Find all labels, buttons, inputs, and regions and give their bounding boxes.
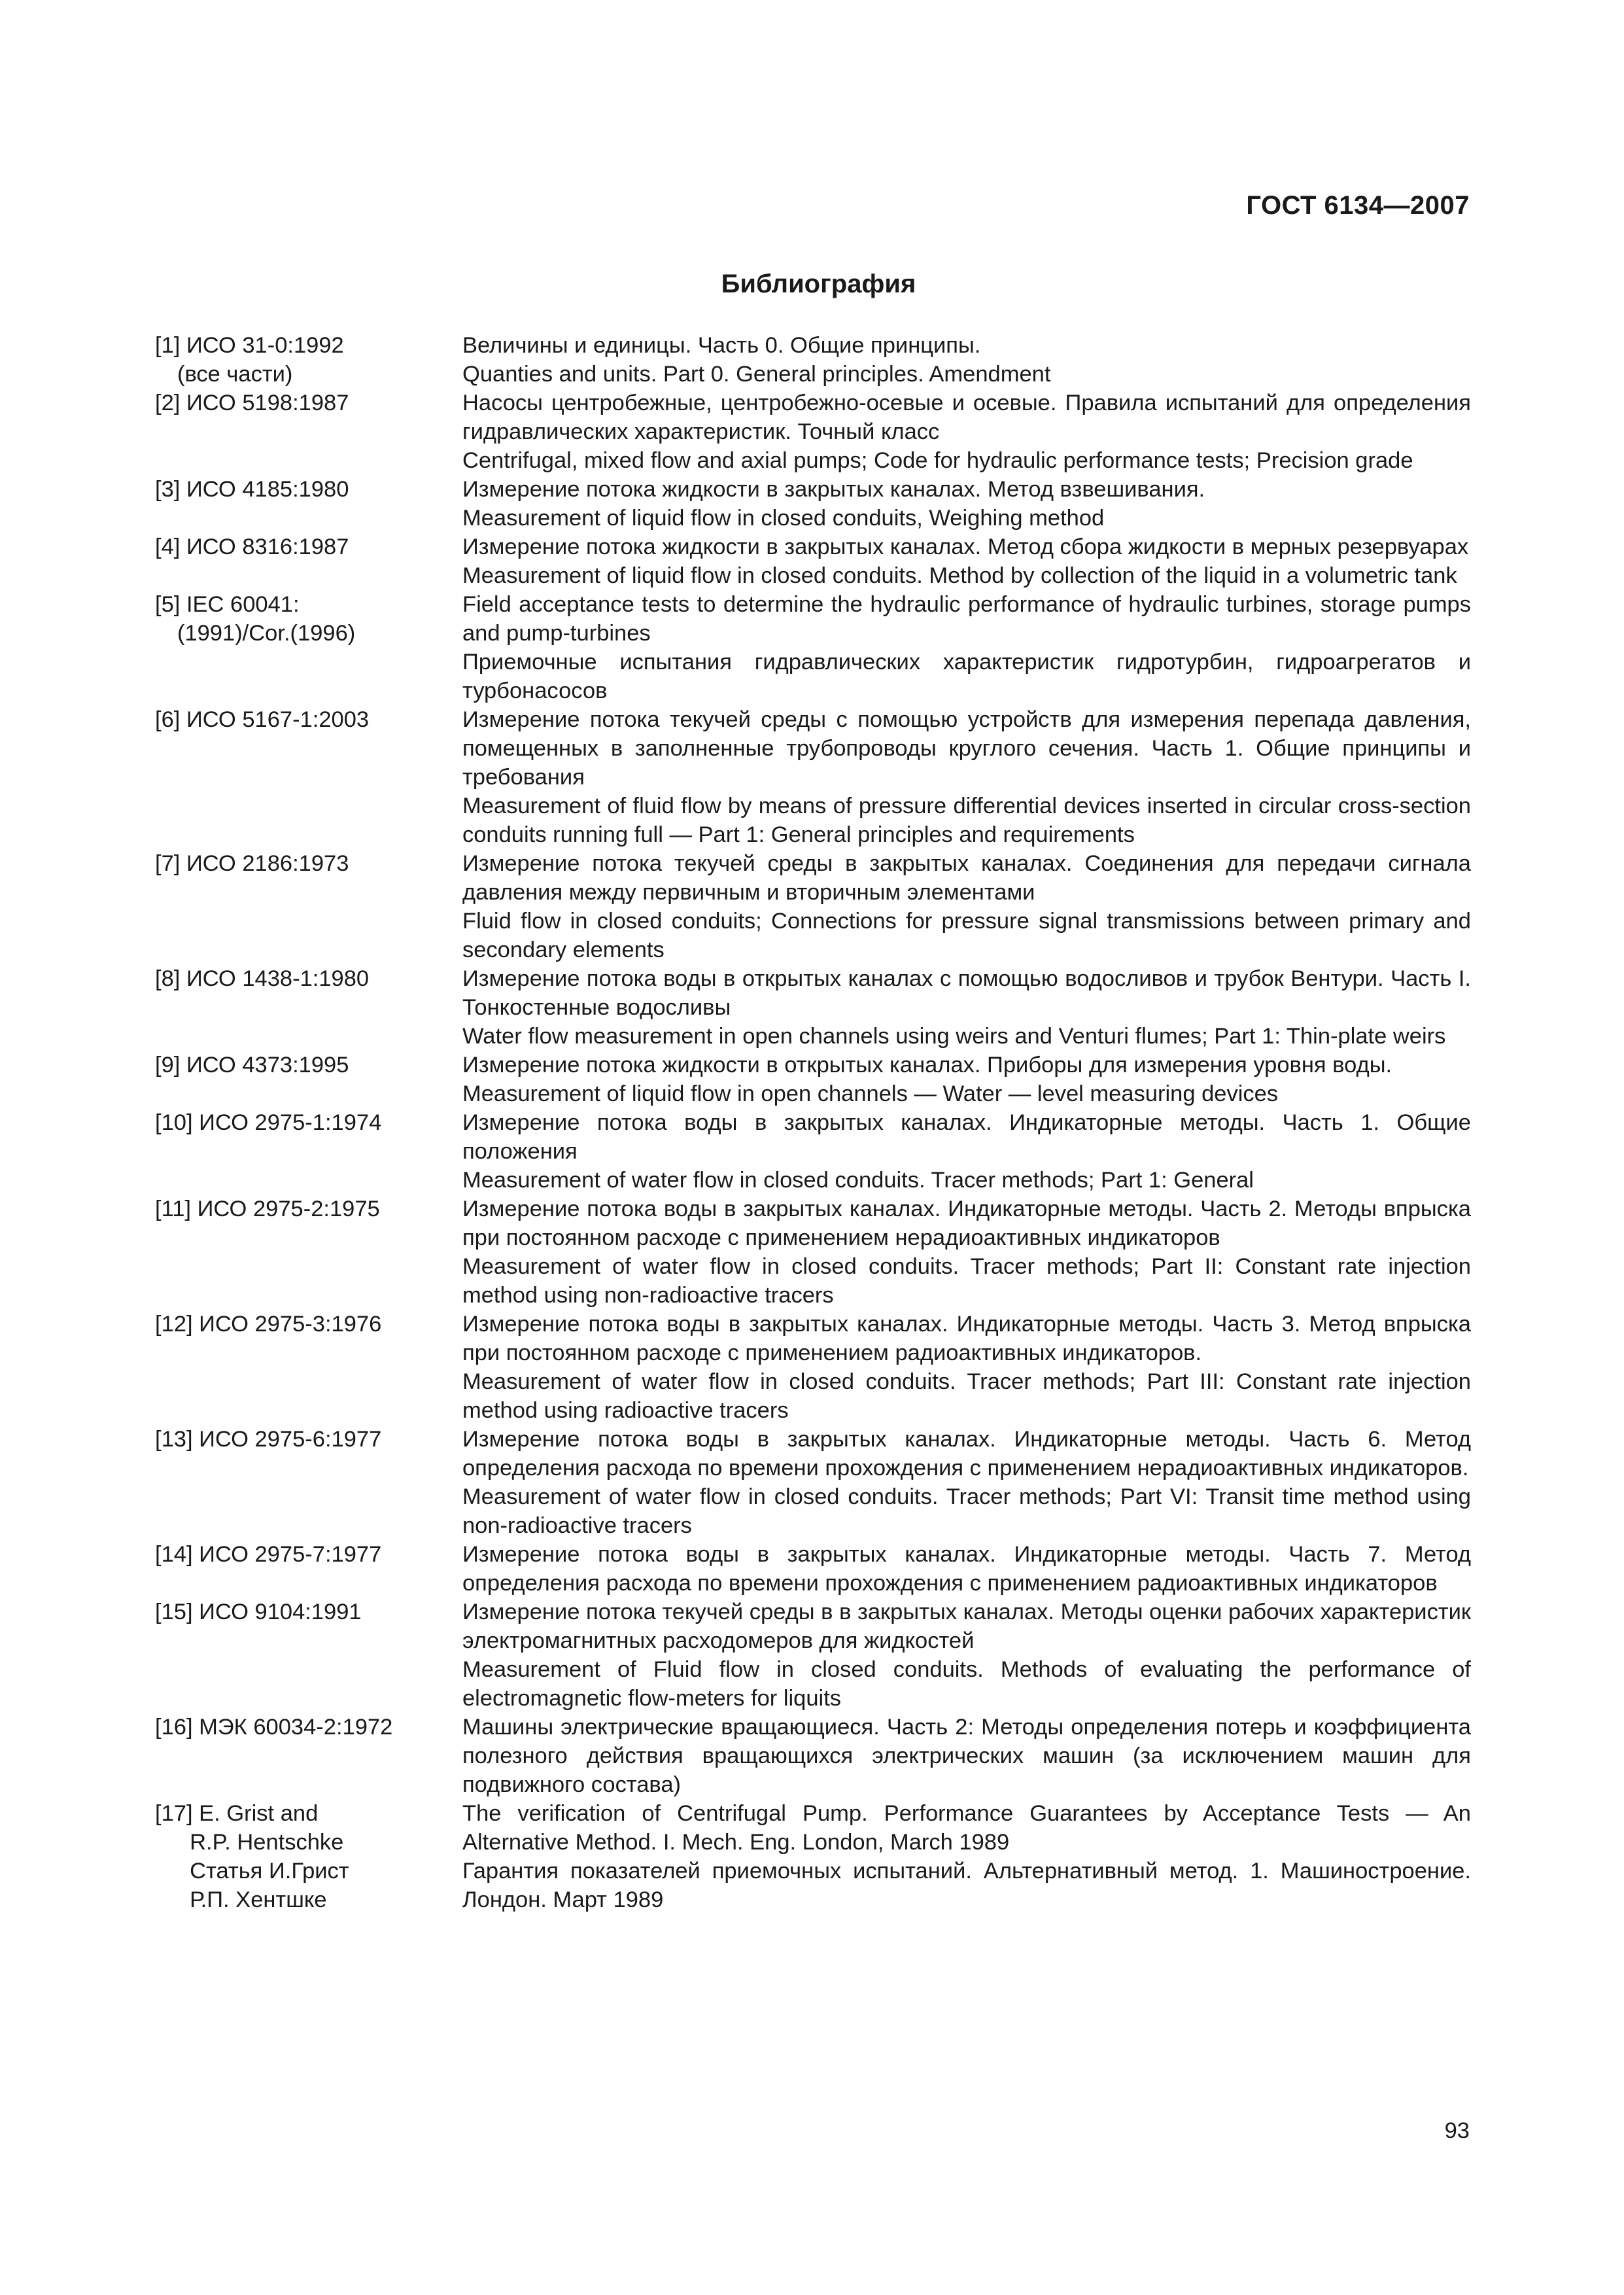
entry-description-line: Измерение потока жидкости в открытых каналах. Приборы для измерения уровня воды. bbox=[462, 1053, 1392, 1077]
entry-reference bbox=[155, 1195, 462, 1223]
entry-description-line: Measurement of water flow in closed conduits. Tracer methods; Part III: Constant rate injection method using radioactive tracers bbox=[462, 1369, 1471, 1423]
entry-standard-code: МЭК 60034-2:1972 bbox=[199, 1715, 393, 1740]
entry-description-line: Measurement of water flow in closed conduits. Tracer methods; Part VI: Transit time method using non-radioactive tracers bbox=[462, 1484, 1471, 1538]
entry-standard-code: ИСО 5167-1:2003 bbox=[186, 707, 370, 732]
entry-description-line: Приемочные испытания гидравлических характеристик гидротурбин, гидроагрегатов и турбонасосов bbox=[462, 650, 1471, 703]
entry-standard-code: ИСО 2186:1973 bbox=[186, 851, 349, 876]
entry-description bbox=[462, 705, 1471, 849]
entry-description-line: Измерение потока воды в закрытых каналах. Индикаторные методы. Часть 2. Методы впрыска при постоянном расходе с применением нерадиоактивных индикаторов bbox=[462, 1197, 1471, 1250]
entry-codes bbox=[186, 533, 462, 561]
entry-description bbox=[462, 1713, 1471, 1799]
entry-description-line: Centrifugal, mixed flow and axial pumps; Code for hydraulic performance tests; Precision grade bbox=[462, 448, 1413, 473]
entry-reference bbox=[155, 1713, 462, 1742]
entry-number: [9] bbox=[155, 1053, 186, 1077]
bibliography-entry bbox=[155, 705, 1471, 849]
entry-reference bbox=[155, 1310, 462, 1339]
bibliography-entry bbox=[155, 849, 1471, 964]
entry-reference bbox=[155, 705, 462, 734]
entry-reference bbox=[155, 389, 462, 417]
entry-number: [4] bbox=[155, 534, 186, 559]
entry-number: [1] bbox=[155, 333, 186, 358]
entry-description-line: Measurement of liquid flow in closed conduits, Weighing method bbox=[462, 506, 1105, 531]
bibliography-entry bbox=[155, 1425, 1471, 1540]
entry-codes bbox=[199, 1713, 462, 1742]
entry-number: [5] bbox=[155, 592, 186, 617]
entry-description-line: Измерение потока воды в закрытых каналах. Индикаторные методы. Часть 6. Метод определения расхода по времени прохождения с применением нерадиоактивных индикаторов. bbox=[462, 1427, 1471, 1480]
document-header: ГОСТ 6134—2007 bbox=[1246, 191, 1470, 220]
entry-standard-code: R.P. Hentschke bbox=[190, 1830, 344, 1855]
entry-standard-code: ИСО 4373:1995 bbox=[186, 1053, 349, 1077]
entry-codes bbox=[199, 1425, 462, 1454]
entry-standard-code: (1991)/Cor.(1996) bbox=[177, 621, 356, 646]
entry-description-line: Measurement of liquid flow in closed conduits. Method by collection of the liquid in a volumetric tank bbox=[462, 563, 1457, 588]
entry-standard-code: IEC 60041: bbox=[186, 592, 300, 617]
entry-codes bbox=[186, 849, 462, 878]
bibliography-entry bbox=[155, 1310, 1471, 1425]
entry-standard-code: ИСО 2975-6:1977 bbox=[199, 1427, 382, 1452]
entry-description bbox=[462, 1425, 1471, 1540]
page-number: 93 bbox=[1444, 2118, 1470, 2143]
entry-standard-code: ИСО 2975-2:1975 bbox=[197, 1197, 380, 1221]
entry-description bbox=[462, 389, 1471, 475]
entry-reference bbox=[155, 849, 462, 878]
bibliography-entry bbox=[155, 1540, 1471, 1598]
entry-codes bbox=[186, 705, 462, 734]
entry-codes bbox=[186, 1051, 462, 1079]
entry-description-line: Измерение потока воды в открытых каналах с помощью водосливов и трубок Вентури. Часть I. Тонкостенные водосливы bbox=[462, 966, 1471, 1020]
entry-description bbox=[462, 849, 1471, 964]
entry-description bbox=[462, 964, 1471, 1051]
entry-standard-code: ИСО 9104:1991 bbox=[199, 1600, 362, 1624]
entry-description-line: Field acceptance tests to determine the hydraulic performance of hydraulic turbines, storage pumps and pump-turbines bbox=[462, 592, 1471, 646]
entry-description-line: Величины и единицы. Часть 0. Общие принципы. bbox=[462, 333, 981, 358]
entry-reference bbox=[155, 1799, 462, 1914]
entry-number: [13] bbox=[155, 1427, 199, 1452]
entry-codes bbox=[190, 1799, 462, 1914]
bibliography-entry bbox=[155, 389, 1471, 475]
entry-standard-code: (все части) bbox=[177, 362, 293, 387]
entry-reference bbox=[155, 1108, 462, 1137]
bibliography-entry bbox=[155, 1051, 1471, 1108]
entry-description-line: Измерение потока текучей среды с помощью устройств для измерения перепада давления, помещенных в заполненные трубопроводы круглого сечения. Часть 1. Общие принципы и требования bbox=[462, 707, 1471, 790]
entry-reference bbox=[155, 533, 462, 561]
entry-description-line: Измерение потока воды в закрытых каналах. Индикаторные методы. Часть 1. Общие положения bbox=[462, 1110, 1471, 1164]
entry-standard-code: Р.П. Хентшке bbox=[190, 1887, 327, 1912]
bibliography-list bbox=[155, 331, 1471, 1914]
entry-codes bbox=[199, 1310, 462, 1339]
entry-description-line: Измерение потока воды в закрытых каналах. Индикаторные методы. Часть 3. Метод впрыска при постоянном расходе с применением радиоактивных индикаторов. bbox=[462, 1312, 1471, 1365]
entry-reference bbox=[155, 331, 462, 389]
entry-description-line: Измерение потока текучей среды в в закрытых каналах. Методы оценки рабочих характеристик электромагнитных расходомеров для жидкостей bbox=[462, 1600, 1471, 1653]
entry-description-line: Гарантия показателей приемочных испытаний. Альтернативный метод. 1. Машиностроение. Лондон. Март 1989 bbox=[462, 1859, 1471, 1912]
entry-description bbox=[462, 1195, 1471, 1310]
bibliography-entry bbox=[155, 533, 1471, 590]
entry-reference bbox=[155, 1425, 462, 1454]
entry-description bbox=[462, 1051, 1471, 1108]
entry-number: [8] bbox=[155, 966, 186, 991]
entry-codes bbox=[199, 1108, 462, 1137]
entry-number: [15] bbox=[155, 1600, 199, 1624]
entry-standard-code: ИСО 31-0:1992 bbox=[186, 333, 344, 358]
bibliography-entry bbox=[155, 331, 1471, 389]
entry-standard-code: ИСО 2975-3:1976 bbox=[199, 1312, 382, 1337]
bibliography-entry bbox=[155, 1195, 1471, 1310]
entry-description bbox=[462, 331, 1471, 389]
bibliography-entry bbox=[155, 1108, 1471, 1195]
entry-reference bbox=[155, 1598, 462, 1626]
entry-number: [2] bbox=[155, 391, 186, 415]
entry-description bbox=[462, 1540, 1471, 1598]
entry-standard-code: ИСО 4185:1980 bbox=[186, 477, 349, 502]
entry-description-line: Измерение потока воды в закрытых каналах. Индикаторные методы. Часть 7. Метод определения расхода по времени прохождения с применением радиоактивных индикаторов bbox=[462, 1542, 1471, 1596]
entry-description bbox=[462, 475, 1471, 533]
entry-codes bbox=[199, 1598, 462, 1626]
entry-description-line: Measurement of Fluid flow in closed conduits. Methods of evaluating the performance of electromagnetic flow-meters for liquits bbox=[462, 1657, 1471, 1711]
entry-standard-code: ИСО 2975-7:1977 bbox=[199, 1542, 382, 1567]
entry-standard-code: ИСО 2975-1:1974 bbox=[199, 1110, 382, 1135]
entry-standard-code: ИСО 1438-1:1980 bbox=[186, 966, 370, 991]
entry-number: [12] bbox=[155, 1312, 199, 1337]
entry-standard-code: E. Grist and bbox=[199, 1801, 319, 1826]
entry-description-line: Машины электрические вращающиеся. Часть 2: Методы определения потерь и коэффициента полезного действия вращающихся электрических машин (за исключением машин для подвижного состава) bbox=[462, 1715, 1471, 1797]
entry-codes bbox=[177, 331, 462, 389]
entry-codes bbox=[198, 1195, 462, 1223]
entry-standard-code: ИСО 5198:1987 bbox=[186, 391, 349, 415]
entry-description-line: Measurement of liquid flow in open channels — Water — level measuring devices bbox=[462, 1081, 1279, 1106]
entry-codes bbox=[199, 1540, 462, 1569]
entry-description-line: Насосы центробежные, центробежно-осевые и осевые. Правила испытаний для определения гидравлических характеристик. Точный класс bbox=[462, 391, 1471, 444]
entry-description-line: Measurement of fluid flow by means of pressure differential devices inserted in circular cross-section conduits running full — Part 1: General principles and requirements bbox=[462, 794, 1471, 847]
entry-description-line: Measurement of water flow in closed conduits. Tracer methods; Part 1: General bbox=[462, 1168, 1254, 1193]
entry-number: [6] bbox=[155, 707, 186, 732]
entry-description-line: Fluid flow in closed conduits; Connections for pressure signal transmissions between primary and secondary elements bbox=[462, 909, 1471, 962]
entry-reference bbox=[155, 1051, 462, 1079]
entry-description-line: Измерение потока жидкости в закрытых каналах. Метод взвешивания. bbox=[462, 477, 1205, 502]
entry-description-line: Измерение потока текучей среды в закрытых каналах. Соединения для передачи сигнала давления между первичным и вторичным элементами bbox=[462, 851, 1471, 905]
entry-number: [10] bbox=[155, 1110, 199, 1135]
entry-number: [17] bbox=[155, 1801, 199, 1826]
entry-reference bbox=[155, 964, 462, 993]
entry-codes bbox=[177, 590, 462, 648]
entry-codes bbox=[186, 475, 462, 504]
section-title: Библиография bbox=[721, 270, 916, 298]
entry-description-line: Measurement of water flow in closed conduits. Tracer methods; Part II: Constant rate injection method using non-radioactive tracers bbox=[462, 1254, 1471, 1308]
entry-reference bbox=[155, 1540, 462, 1569]
entry-description bbox=[462, 533, 1471, 590]
entry-reference bbox=[155, 475, 462, 504]
bibliography-entry bbox=[155, 590, 1471, 705]
entry-number: [14] bbox=[155, 1542, 199, 1567]
entry-number: [7] bbox=[155, 851, 186, 876]
entry-description bbox=[462, 1799, 1471, 1914]
entry-standard-code: ИСО 8316:1987 bbox=[186, 534, 349, 559]
entry-number: [16] bbox=[155, 1715, 199, 1740]
entry-number: [3] bbox=[155, 477, 186, 502]
entry-codes bbox=[186, 964, 462, 993]
bibliography-entry bbox=[155, 1713, 1471, 1799]
entry-description bbox=[462, 1108, 1471, 1195]
entry-standard-code: Статья И.Грист bbox=[190, 1859, 349, 1883]
bibliography-entry bbox=[155, 964, 1471, 1051]
entry-number: [11] bbox=[155, 1197, 198, 1221]
entry-description-line: Измерение потока жидкости в закрытых каналах. Метод сбора жидкости в мерных резервуарах bbox=[462, 534, 1469, 559]
entry-description-line: The verification of Centrifugal Pump. Performance Guarantees by Acceptance Tests — An Alternative Method. I. Mech. Eng. London, March 1989 bbox=[462, 1801, 1471, 1855]
entry-description bbox=[462, 1598, 1471, 1713]
entry-description bbox=[462, 1310, 1471, 1425]
entry-codes bbox=[186, 389, 462, 417]
bibliography-entry bbox=[155, 1799, 1471, 1914]
entry-description-line: Quanties and units. Part 0. General principles. Amendment bbox=[462, 362, 1051, 387]
entry-reference bbox=[155, 590, 462, 648]
bibliography-entry bbox=[155, 1598, 1471, 1713]
bibliography-entry bbox=[155, 475, 1471, 533]
entry-description bbox=[462, 590, 1471, 705]
entry-description-line: Water flow measurement in open channels using weirs and Venturi flumes; Part 1: Thin-plate weirs bbox=[462, 1024, 1446, 1049]
